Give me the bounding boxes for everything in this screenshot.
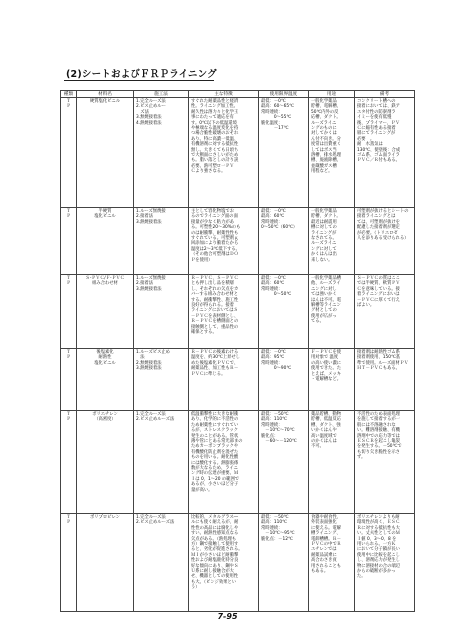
temperature-cell: 最低：－0℃ 最高：60℃ 常時連続： 0～50℃	[259, 275, 309, 349]
material-cell: ポリプロピレン	[77, 514, 134, 612]
column-header: 備考	[355, 91, 415, 98]
material-cell: 半硬質 塩化ビニル	[77, 208, 134, 275]
use-cell: 食器や耐食性、 外装表面強化 に使える。電解 槽ライニング、 電卸槽槽。Ｒ－ ＰＶＣの中でＲ エチレンでは 耐薬品試乗に 高合わさき貢 用されることも もある。	[309, 514, 355, 612]
table-row	[61, 349, 415, 411]
use-cell: 薬品貯槽、動物 貯槽、低温反応 槽、ダクト、強 いかくはんや 高い温度域で のかくはんは 不可。	[309, 411, 355, 514]
method-cell: 1.完全ルーズ法 2.ビス止めルーズ法	[134, 411, 189, 514]
features-cell: Ｒ－ＰＶＣの後素わける 温度を、約30℃上昇せし めた後塩素化ＰＶＣで、 耐薬品性、加工性もＲ－ ＰＶＣに準じる。	[189, 349, 259, 411]
method-cell: 1.ルーズ無焼接 2.接着法 3.熱焼接着法	[134, 208, 189, 275]
temperature-cell: 最低：－50℃ 最高：110℃ 常時連続： －10℃～70℃ 脆化点： －60～－120℃	[259, 411, 309, 514]
note-cell: 不活性のため表面処理 を施して接着するが一 般には不溶融されな い。難溶剤接触、有機 溶剤中での応力等では ＥＳＣＲを起こし亀裂 を発生する。－50℃で も切り欠き脆性を示さ ず。	[355, 411, 415, 514]
material-cell: 硬質塩化ビニル	[77, 98, 134, 208]
column-header: 材料名	[77, 91, 134, 98]
method-cell: 1.完全ルーズ法 2.ビス止めルーズ法	[134, 514, 189, 612]
use-cell: 一般化学薬品槽 他、ルーズライ ニングに対し ては強いかく はんは不可。電 解槽等ライニン グ材としての 使用が広がっ てる。	[309, 275, 355, 349]
kind-cell: Ｔ Ｐ	[61, 98, 77, 208]
section-title: (2)シートおよびＦＲＰライニング	[66, 69, 217, 80]
table-header-row	[61, 91, 415, 98]
table-row	[61, 208, 415, 275]
table-row	[61, 514, 415, 612]
method-cell: 1.ルーズ無焼接 2.接着法 3.熱焼接着法	[134, 275, 189, 349]
page-number: 7-95	[217, 612, 238, 621]
table-row	[61, 275, 415, 349]
lining-spec-table	[60, 90, 415, 612]
method-cell: 1.完全ルーズ法 2.ビス止めルー ズ法 3.無焼接着法 4.熱焼接着法	[134, 98, 189, 208]
column-header: 種類	[61, 91, 77, 98]
table-row	[61, 98, 415, 208]
kind-cell: Ｔ Ｐ	[61, 411, 77, 514]
note-cell: ポリエチレンよりも耐 環境性が高く、ＥＳＣ Ｒに対する抵抗性も大 い。丈夫性としてのＭ Ｉ値 0、3～0、8 を 用いられる。一方Ｋ において分子鎖が長い 使用中に比較を起こし し、溶剤応力が発生し 物に溶接材の合の端辺 からの破断が多かっ た。	[355, 514, 415, 612]
method-cell: 1.ルーズビス止め 法 2.無焼接着法 3.熱焼接着法	[134, 349, 189, 411]
temperature-cell: 最低：－0℃ 最高：60～65℃ 常時連続： 0～55℃ 脆化温度： －17℃	[259, 98, 309, 208]
note-cell: 接着剤は耐熱性ゴム系 接着剤使用、150℃基 準で使用。ルーズ面材ＰＶ ＨＴ－ＰＶＣもある。	[355, 349, 415, 411]
column-header: 使用限界温度	[259, 91, 309, 98]
temperature-cell: 最低：－50℃ 最高：110℃ 常時連続： －10℃～95℃ 脆化点：－12℃	[259, 514, 309, 612]
note-cell: 可塑剤が抜けるとシートの 接着ライニングとは ては、可塑剤が抜けを 配慮した接着剤が選定 が必要。（トリエロゼ 人を添りある受けられる）	[355, 208, 415, 275]
features-cell: 主として容化物塩でお るのでライニング面の面 接量が少なく粘力があ る。可塑性20～30%のも のは耐衝撃、耐薬性性も すぐれている。可塑剤ｇ 回添加により衝着たから 温度は2～3℃低下する。 （その他合可塑剤はＤＯ Ｐを使用）	[189, 208, 259, 275]
temperature-cell: 最低：－0℃ 最高：95℃ 常時連続： 0～90℃	[259, 349, 309, 411]
use-cell: Ｆ－ＰＶＣを使 用対象で 温度 の高い使い濃に 使用できた。た とえば、メッキ ・電解槽など。	[309, 349, 355, 411]
note-cell: コンクリート槽への 接着においては、鉄ア エタ付性の防寮剤ラ イミーを使有低慢 後、プライマー、ＰＶ Ｃに縮有性ある接着 層にてライニングが 必要 。 耐 水蒸気は 130℃、使塗後：合成 ゴム系、ゴム面ライラ ＰＶＣ／Ｒ付もある。	[355, 98, 415, 208]
kind-cell: Ｔ Ｐ	[61, 275, 77, 349]
features-cell: 低温衝撃性に大きな耐衝 あり。化学的に不活性の ため耐薬性にすぐれてい るが、ストレスクラック 発生のことがある。管状 薄や管にとある常光部まの ためカーボンブラックや 有機酸化防止剤を混ぜた ものを用いる。耐化性酸 には酸化する。熱膨張係 数が大なるため、ライニ ング時の伝達が重要。Ｍ Ｉは 0、1～20 の範囲で あるが、小さいほど分子 量が高い。	[189, 411, 259, 514]
column-header: 施工法	[134, 91, 189, 98]
column-header: 主な特徴	[189, 91, 259, 98]
column-header: 用途	[309, 91, 355, 98]
note-cell: Ｓ－ＰＶＣの質はここ では半硬質、軟質ＰＶ Ｃを意味している。接 着ライニングにおいは －ＰＶＣに厚くて行え ばよい。	[355, 275, 415, 349]
kind-cell: Ｔ Ｐ	[61, 349, 77, 411]
features-cell: Ｒ－ＰＶＣ、Ｓ－ＰＶＣ とも押し出し品を積層 し、それぞれの欠点をカ バーする組み合わせ材と する。耐衝撃性、施工性 良好が得られる。接着 ライニングにおいてはＳ －ＰＶＣを表材側とし、 Ｒ－ＰＶＣを槽側面との 接触側として、重品性の 確保とする。	[189, 275, 259, 349]
temperature-cell: 最低：－0℃ 最高：60℃ 常時連続： 0～50℃（60℃）	[259, 208, 309, 275]
use-cell: 一般化学薬品 貯槽、ダクト。 最近は耐震用 槽に対しての ライニングが なされてる。 ルーズライニ ングに対して かくはんは出 来しない。	[309, 208, 355, 275]
use-cell: 一般化学薬品 貯槽、電解槽、 50℃内外の反 応槽、ダクト。 ルーズライニ ングのものに 対してかくは ん付不向き。分 度常は出費重く してはボス当 溶槽、排水処理 槽、廃液除槽、 並蔵酸ガス槽 用程など。	[309, 98, 355, 208]
features-cell: すぐれた耐薬品性と経済 性。ライニング加工性。 耐久性は溶力々と化学王 事にわたって適応を有 す。0℃以下の低温還境 や極端なる温度変化を持 つ場合脆性破壊のおそれ あり。特に高濃一低温、 有機溶剤に対する抵抗性 無し。大きくても日頃ち で大断面にさしいがため も。脂い落としの計り誤 必要。熱可塑ロ一ＰＶ Ｃより強さなる。	[189, 98, 259, 208]
title-underline	[64, 80, 214, 81]
material-cell: 後塩素化 耐熱性 塩化ビニル	[77, 349, 134, 411]
material-cell: Ｓ-ＰＶＣ/Ｆ-ＰＶＣ 組み合わせ材	[77, 275, 134, 349]
features-cell: 比較的、メタルグラス― ルにも使く耐えるが、耐 性性の高品には腐化しや すい。耐熱性感知点なる 欠点がある。（熱処理も 方）鋼で接触して使用す ると、劣化が促進される。 ＭＩが小さいほど耐衝撃 性および耐塩鹿化特分良 好な傾向にあり、鋼やＳ Ｕ系に耐し接触合が大 せ、機器としての使用性 も大。（ビンジ効果とい う）	[189, 514, 259, 612]
kind-cell: Ｔ Ｐ	[61, 208, 77, 275]
kind-cell: Ｔ Ｐ	[61, 514, 77, 612]
table-row	[61, 411, 415, 514]
material-cell: ポリエチレン （高密度）	[77, 411, 134, 514]
